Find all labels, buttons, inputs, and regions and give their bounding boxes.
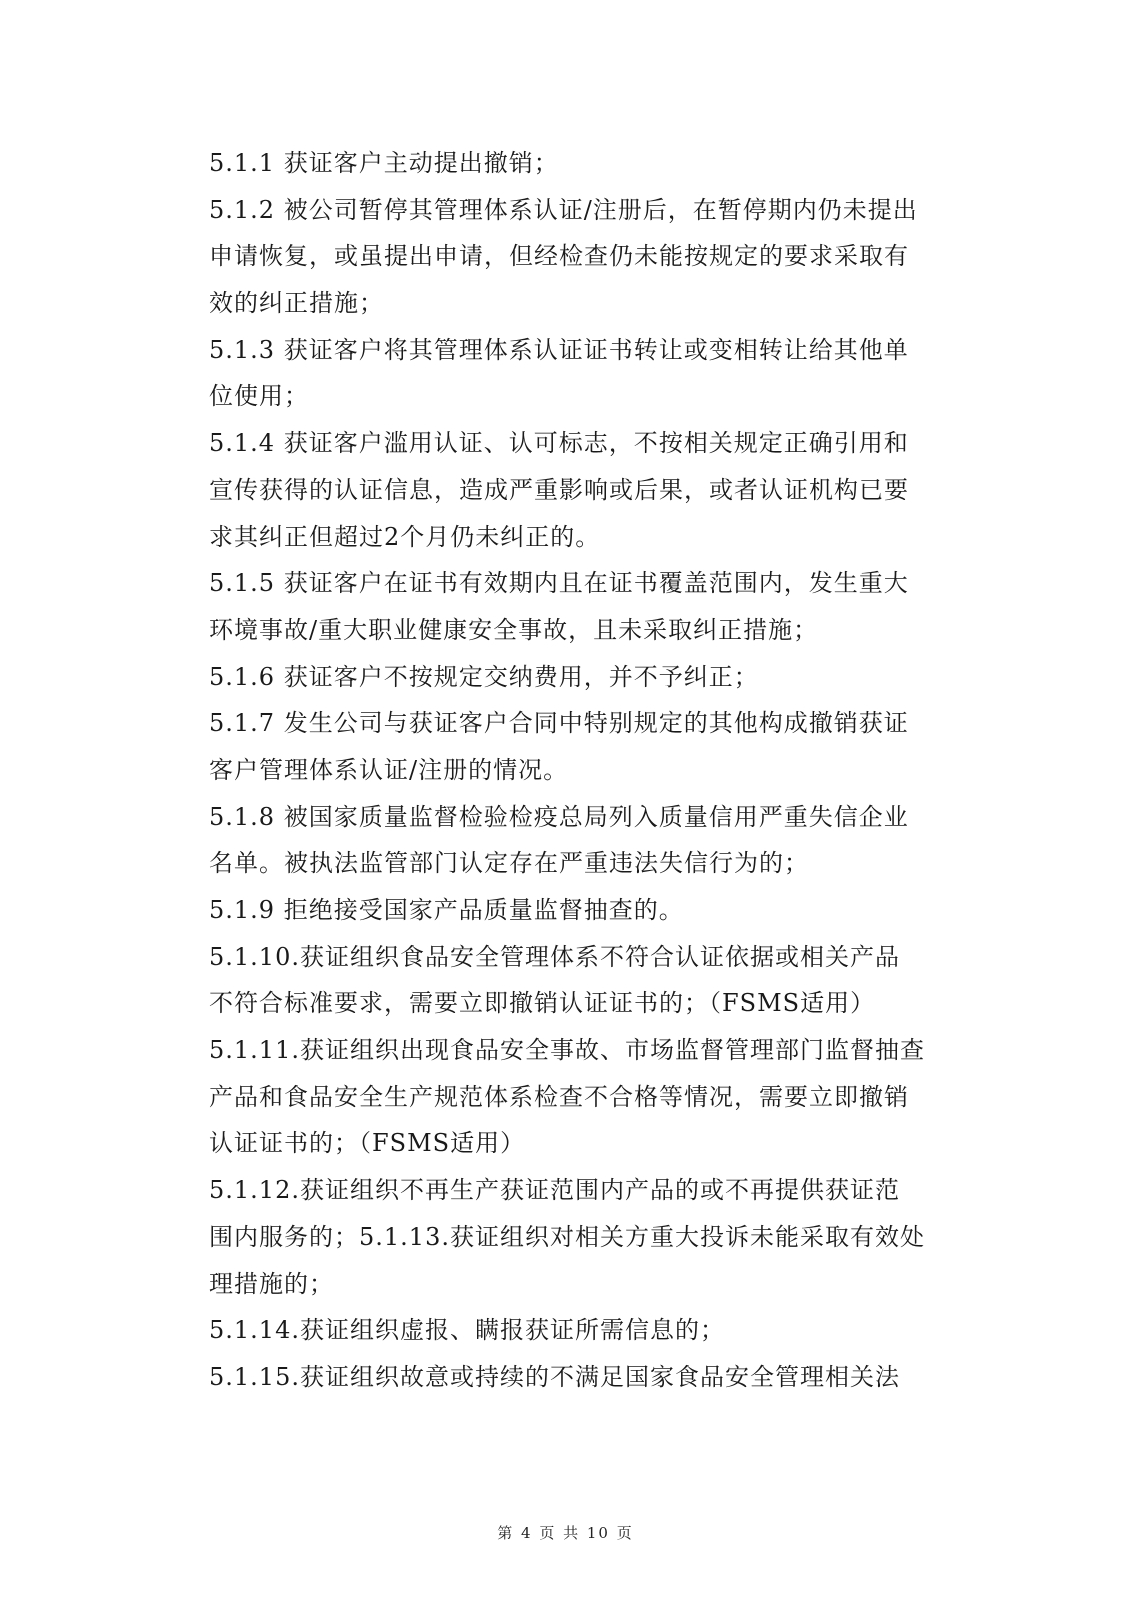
text-line: 5.1.12.获证组织不再生产获证范围内产品的或不再提供获证范: [209, 1176, 900, 1205]
text-line: 5.1.15.获证组织故意或持续的不满足国家食品安全管理相关法: [209, 1362, 900, 1391]
text-line: 不符合标准要求，需要立即撤销认证证书的；（FSMS适用）: [209, 989, 876, 1018]
text-line: 产品和食品安全生产规范体系检查不合格等情况，需要立即撤销: [209, 1082, 909, 1111]
page-number-footer: 第 4 页 共 10 页: [497, 1524, 634, 1542]
text-line: 5.1.4 获证客户滥用认证、认可标志，不按相关规定正确引用和: [209, 429, 909, 458]
text-line: 5.1.11.获证组织出现食品安全事故、市场监督管理部门监督抽查: [209, 1036, 925, 1065]
text-line: 效的纠正措施；: [209, 289, 384, 318]
text-line: 认证证书的；（FSMS适用）: [209, 1129, 526, 1158]
text-line: 5.1.1 获证客户主动提出撤销；: [209, 149, 559, 177]
text-line: 位使用；: [209, 382, 309, 411]
text-line: 申请恢复，或虽提出申请，但经检查仍未能按规定的要求采取有: [209, 242, 909, 271]
text-line: 5.1.14.获证组织虚报、瞒报获证所需信息的；: [209, 1316, 725, 1345]
text-line: 5.1.6 获证客户不按规定交纳费用，并不予纠正；: [209, 662, 759, 691]
text-line: 理措施的；: [209, 1269, 334, 1298]
text-line: 5.1.8 被国家质量监督检验检疫总局列入质量信用严重失信企业: [209, 802, 909, 831]
text-line: 5.1.10.获证组织食品安全管理体系不符合认证依据或相关产品: [209, 942, 900, 971]
text-line: 宣传获得的认证信息，造成严重影响或后果，或者认证机构已要: [209, 475, 909, 504]
text-line: 5.1.7 发生公司与获证客户合同中特别规定的其他构成撤销获证: [209, 709, 909, 738]
text-line: 围内服务的；5.1.13.获证组织对相关方重大投诉未能采取有效处: [209, 1222, 925, 1251]
text-line: 5.1.3 获证客户将其管理体系认证证书转让或变相转让给其他单: [209, 335, 909, 364]
text-line: 客户管理体系认证/注册的情况。: [209, 755, 569, 784]
text-line: 5.1.2 被公司暂停其管理体系认证/注册后，在暂停期内仍未提出: [209, 195, 918, 224]
text-line: 5.1.5 获证客户在证书有效期内且在证书覆盖范围内，发生重大: [209, 569, 909, 598]
text-line: 求其纠正但超过2个月仍未纠正的。: [209, 522, 601, 551]
text-line: 5.1.9 拒绝接受国家产品质量监督抽查的。: [209, 896, 684, 924]
document-body: [209, 140, 944, 1401]
text-line: 环境事故/重大职业健康安全事故，且未采取纠正措施；: [209, 615, 819, 644]
text-line: 名单。被执法监管部门认定存在严重违法失信行为的；: [209, 849, 809, 878]
